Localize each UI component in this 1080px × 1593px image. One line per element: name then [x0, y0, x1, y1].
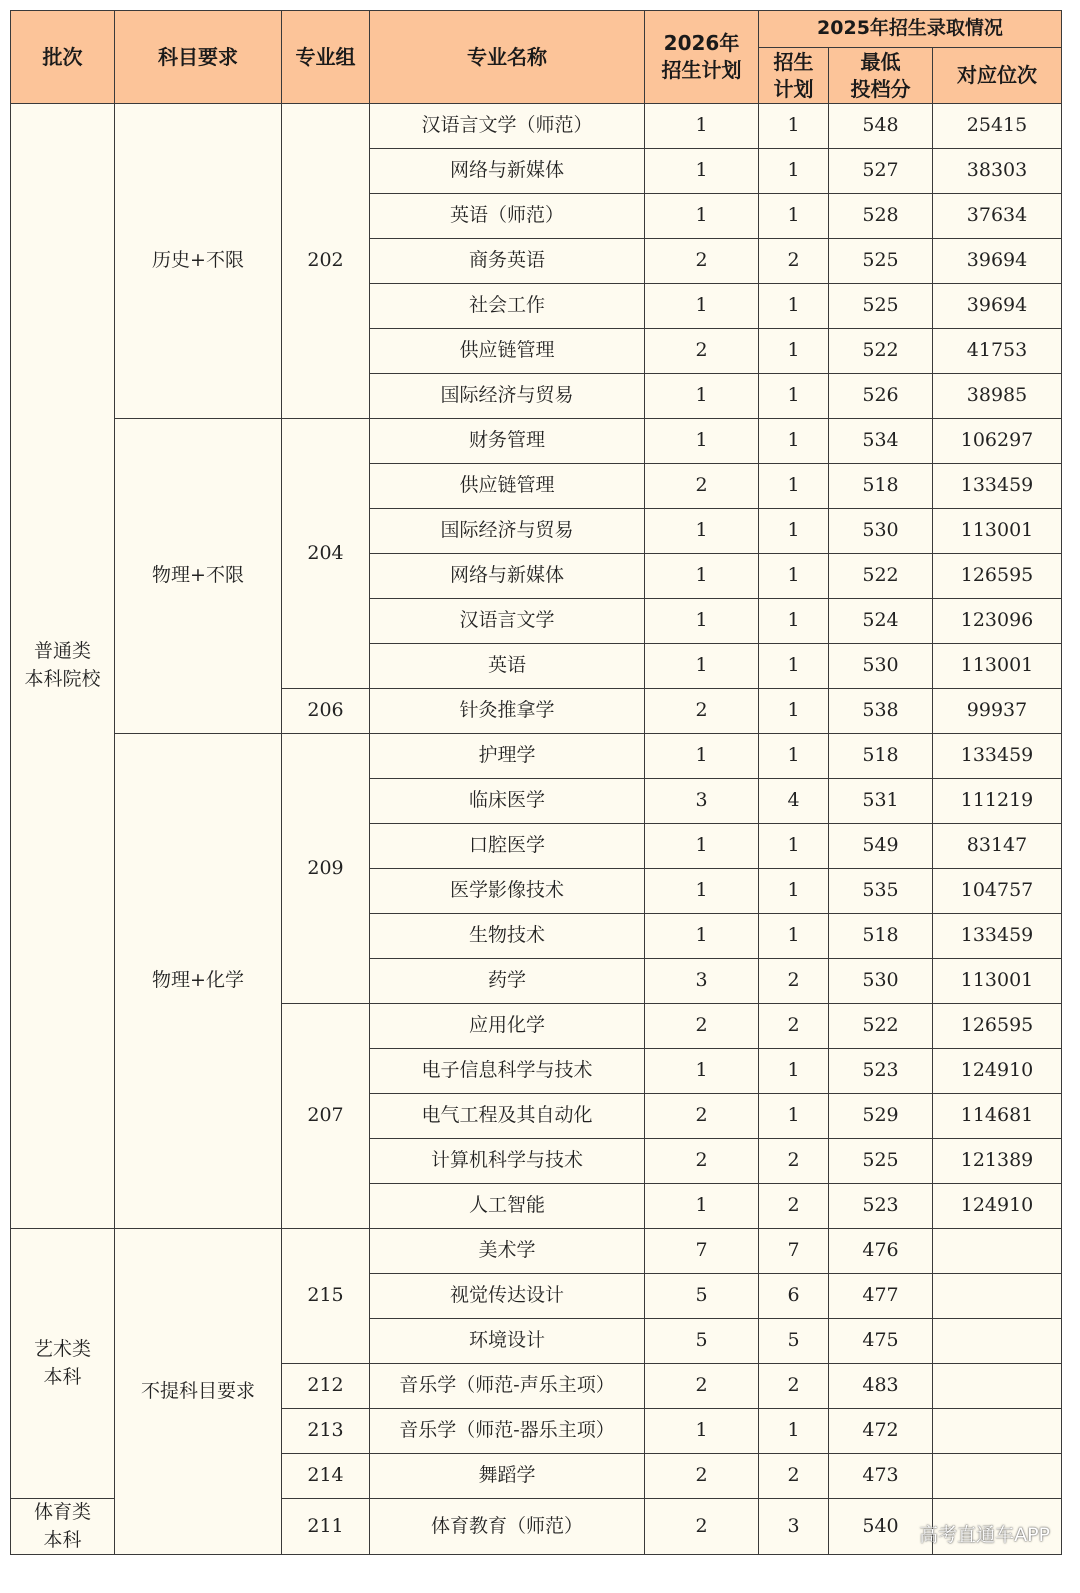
min-score-cell: 525 [829, 1139, 933, 1184]
major-name-cell: 针灸推拿学 [370, 689, 645, 734]
plan-2026-cell: 1 [645, 599, 759, 644]
plan-2025-cell: 2 [759, 1184, 829, 1229]
header-major-group: 专业组 [282, 11, 370, 104]
major-name-cell: 网络与新媒体 [370, 554, 645, 599]
major-name-cell: 环境设计 [370, 1319, 645, 1364]
rank-cell: 133459 [933, 464, 1062, 509]
plan-2026-cell: 1 [645, 194, 759, 239]
plan-2025-cell: 1 [759, 599, 829, 644]
major-group-cell: 202 [282, 104, 370, 419]
plan-2025-cell: 1 [759, 329, 829, 374]
min-score-cell: 529 [829, 1094, 933, 1139]
plan-2026-cell: 7 [645, 1229, 759, 1274]
plan-2026-cell: 1 [645, 644, 759, 689]
plan-2026-cell: 1 [645, 1184, 759, 1229]
header-subject-requirement: 科目要求 [115, 11, 282, 104]
plan-2026-cell: 2 [645, 1094, 759, 1139]
min-score-cell: 477 [829, 1274, 933, 1319]
major-name-cell: 国际经济与贸易 [370, 509, 645, 554]
subject-requirement-cell: 物理+不限 [115, 419, 282, 734]
plan-2025-cell: 7 [759, 1229, 829, 1274]
min-score-cell: 523 [829, 1184, 933, 1229]
min-score-cell: 472 [829, 1409, 933, 1454]
plan-2025-cell: 1 [759, 374, 829, 419]
plan-2026-cell: 1 [645, 374, 759, 419]
rank-cell: 124910 [933, 1184, 1062, 1229]
plan-2026-cell: 2 [645, 1454, 759, 1499]
rank-cell [933, 1454, 1062, 1499]
major-group-cell: 209 [282, 734, 370, 1004]
rank-cell: 121389 [933, 1139, 1062, 1184]
major-name-cell: 供应链管理 [370, 464, 645, 509]
plan-2025-cell: 1 [759, 1409, 829, 1454]
major-group-cell: 213 [282, 1409, 370, 1454]
major-group-cell: 207 [282, 1004, 370, 1229]
header-batch: 批次 [11, 11, 115, 104]
major-name-cell: 舞蹈学 [370, 1454, 645, 1499]
rank-cell: 38985 [933, 374, 1062, 419]
plan-2026-cell: 1 [645, 1409, 759, 1454]
rank-cell: 114681 [933, 1094, 1062, 1139]
rank-cell: 133459 [933, 914, 1062, 959]
rank-cell: 113001 [933, 644, 1062, 689]
rank-cell: 83147 [933, 824, 1062, 869]
plan-2025-cell: 1 [759, 419, 829, 464]
header-plan-2026-text: 2026年 招生计划 [661, 31, 742, 82]
major-name-cell: 社会工作 [370, 284, 645, 329]
major-name-cell: 美术学 [370, 1229, 645, 1274]
plan-2026-cell: 2 [645, 1139, 759, 1184]
header-min-score [829, 48, 933, 104]
rank-cell: 39694 [933, 284, 1062, 329]
plan-2026-cell: 1 [645, 509, 759, 554]
major-name-cell: 汉语言文学（师范） [370, 104, 645, 149]
header-plan-2026 [645, 11, 759, 104]
rank-cell: 106297 [933, 419, 1062, 464]
plan-2026-cell: 3 [645, 779, 759, 824]
table-row [11, 419, 1062, 464]
plan-2026-cell: 1 [645, 824, 759, 869]
min-score-cell: 527 [829, 149, 933, 194]
major-group-cell: 214 [282, 1454, 370, 1499]
table-row [11, 1229, 1062, 1274]
plan-2025-cell: 1 [759, 554, 829, 599]
plan-2025-cell: 1 [759, 914, 829, 959]
header-major-name: 专业名称 [370, 11, 645, 104]
major-name-cell: 网络与新媒体 [370, 149, 645, 194]
rank-cell [933, 1229, 1062, 1274]
rank-cell: 99937 [933, 689, 1062, 734]
rank-cell [933, 1274, 1062, 1319]
plan-2025-cell: 4 [759, 779, 829, 824]
plan-2026-cell: 5 [645, 1319, 759, 1364]
min-score-cell: 548 [829, 104, 933, 149]
min-score-cell: 528 [829, 194, 933, 239]
min-score-cell: 525 [829, 239, 933, 284]
major-name-cell: 电子信息科学与技术 [370, 1049, 645, 1094]
min-score-cell: 530 [829, 644, 933, 689]
watermark: 高考直通车APP [919, 1524, 1050, 1546]
plan-2025-cell: 2 [759, 1454, 829, 1499]
min-score-cell: 518 [829, 464, 933, 509]
major-name-cell: 国际经济与贸易 [370, 374, 645, 419]
subject-requirement-cell: 物理+化学 [115, 734, 282, 1229]
header-admission-2025: 2025年招生录取情况 [759, 11, 1062, 48]
major-name-cell: 商务英语 [370, 239, 645, 284]
min-score-cell: 518 [829, 914, 933, 959]
plan-2025-cell: 1 [759, 824, 829, 869]
min-score-cell: 524 [829, 599, 933, 644]
plan-2026-cell: 1 [645, 554, 759, 599]
major-name-cell: 护理学 [370, 734, 645, 779]
plan-2026-cell: 1 [645, 1049, 759, 1094]
plan-2025-cell: 2 [759, 1364, 829, 1409]
header-rank: 对应位次 [933, 48, 1062, 104]
admission-table-container [10, 10, 1061, 1555]
plan-2025-cell: 6 [759, 1274, 829, 1319]
major-name-cell: 视觉传达设计 [370, 1274, 645, 1319]
rank-cell: 113001 [933, 509, 1062, 554]
major-name-cell: 临床医学 [370, 779, 645, 824]
plan-2026-cell: 1 [645, 734, 759, 779]
plan-2026-cell: 2 [645, 464, 759, 509]
major-group-cell: 206 [282, 689, 370, 734]
min-score-cell: 530 [829, 959, 933, 1004]
plan-2026-cell: 1 [645, 284, 759, 329]
min-score-cell: 538 [829, 689, 933, 734]
min-score-cell: 522 [829, 1004, 933, 1049]
plan-2025-cell: 1 [759, 689, 829, 734]
plan-2026-cell: 3 [645, 959, 759, 1004]
rank-cell: 126595 [933, 554, 1062, 599]
min-score-cell: 526 [829, 374, 933, 419]
rank-cell: 124910 [933, 1049, 1062, 1094]
header-min-score-text: 最低 投档分 [850, 49, 911, 101]
batch-cell: 体育类 本科 [11, 1499, 115, 1555]
min-score-cell: 473 [829, 1454, 933, 1499]
plan-2026-cell: 2 [645, 689, 759, 734]
admission-table [10, 10, 1062, 1555]
min-score-cell: 476 [829, 1229, 933, 1274]
min-score-cell: 540 [829, 1499, 933, 1555]
major-name-cell: 音乐学（师范-声乐主项） [370, 1364, 645, 1409]
min-score-cell: 534 [829, 419, 933, 464]
rank-cell [933, 1319, 1062, 1364]
batch-cell: 艺术类 本科 [11, 1229, 115, 1499]
major-name-cell: 计算机科学与技术 [370, 1139, 645, 1184]
plan-2026-cell: 2 [645, 329, 759, 374]
rank-cell: 25415 [933, 104, 1062, 149]
plan-2025-cell: 1 [759, 149, 829, 194]
rank-cell: 41753 [933, 329, 1062, 374]
plan-2025-cell: 3 [759, 1499, 829, 1555]
rank-cell: 37634 [933, 194, 1062, 239]
major-name-cell: 体育教育（师范） [370, 1499, 645, 1555]
min-score-cell: 549 [829, 824, 933, 869]
min-score-cell: 530 [829, 509, 933, 554]
min-score-cell: 535 [829, 869, 933, 914]
table-row [11, 104, 1062, 149]
plan-2026-cell: 1 [645, 869, 759, 914]
major-name-cell: 财务管理 [370, 419, 645, 464]
min-score-cell: 522 [829, 554, 933, 599]
plan-2026-cell: 2 [645, 1499, 759, 1555]
major-name-cell: 医学影像技术 [370, 869, 645, 914]
plan-2026-cell: 1 [645, 149, 759, 194]
rank-cell: 38303 [933, 149, 1062, 194]
major-name-cell: 人工智能 [370, 1184, 645, 1229]
major-name-cell: 生物技术 [370, 914, 645, 959]
rank-cell: 113001 [933, 959, 1062, 1004]
rank-cell [933, 1364, 1062, 1409]
plan-2025-cell: 1 [759, 869, 829, 914]
rank-cell [933, 1409, 1062, 1454]
major-name-cell: 应用化学 [370, 1004, 645, 1049]
plan-2025-cell: 1 [759, 104, 829, 149]
plan-2026-cell: 1 [645, 914, 759, 959]
plan-2025-cell: 2 [759, 1139, 829, 1184]
major-group-cell: 204 [282, 419, 370, 689]
plan-2026-cell: 2 [645, 1004, 759, 1049]
plan-2025-cell: 5 [759, 1319, 829, 1364]
plan-2026-cell: 1 [645, 104, 759, 149]
major-group-cell: 212 [282, 1364, 370, 1409]
rank-cell: 126595 [933, 1004, 1062, 1049]
min-score-cell: 518 [829, 734, 933, 779]
table-row [11, 734, 1062, 779]
rank-cell: 123096 [933, 599, 1062, 644]
min-score-cell: 483 [829, 1364, 933, 1409]
rank-cell: 111219 [933, 779, 1062, 824]
plan-2025-cell: 1 [759, 644, 829, 689]
min-score-cell: 523 [829, 1049, 933, 1094]
plan-2026-cell: 5 [645, 1274, 759, 1319]
plan-2025-cell: 1 [759, 509, 829, 554]
plan-2025-cell: 2 [759, 959, 829, 1004]
header-plan-2025 [759, 48, 829, 104]
major-name-cell: 药学 [370, 959, 645, 1004]
major-name-cell: 英语（师范） [370, 194, 645, 239]
rank-cell: 104757 [933, 869, 1062, 914]
major-group-cell: 215 [282, 1229, 370, 1364]
table-body [11, 104, 1062, 1555]
subject-requirement-cell: 历史+不限 [115, 104, 282, 419]
plan-2025-cell: 1 [759, 1094, 829, 1139]
plan-2025-cell: 1 [759, 1049, 829, 1094]
header-plan-2025-text: 招生 计划 [773, 49, 814, 101]
plan-2025-cell: 2 [759, 239, 829, 284]
min-score-cell: 525 [829, 284, 933, 329]
header-row-top [11, 11, 1062, 48]
min-score-cell: 531 [829, 779, 933, 824]
plan-2025-cell: 1 [759, 284, 829, 329]
plan-2026-cell: 1 [645, 419, 759, 464]
min-score-cell: 475 [829, 1319, 933, 1364]
plan-2026-cell: 2 [645, 1364, 759, 1409]
major-name-cell: 电气工程及其自动化 [370, 1094, 645, 1139]
major-name-cell: 英语 [370, 644, 645, 689]
major-name-cell: 供应链管理 [370, 329, 645, 374]
batch-cell: 普通类 本科院校 [11, 104, 115, 1229]
rank-cell: 133459 [933, 734, 1062, 779]
plan-2025-cell: 1 [759, 464, 829, 509]
plan-2026-cell: 2 [645, 239, 759, 284]
major-name-cell: 汉语言文学 [370, 599, 645, 644]
major-group-cell: 211 [282, 1499, 370, 1555]
major-name-cell: 音乐学（师范-器乐主项） [370, 1409, 645, 1454]
rank-cell: 39694 [933, 239, 1062, 284]
plan-2025-cell: 1 [759, 194, 829, 239]
subject-requirement-cell: 不提科目要求 [115, 1229, 282, 1555]
min-score-cell: 522 [829, 329, 933, 374]
plan-2025-cell: 1 [759, 734, 829, 779]
plan-2025-cell: 2 [759, 1004, 829, 1049]
major-name-cell: 口腔医学 [370, 824, 645, 869]
